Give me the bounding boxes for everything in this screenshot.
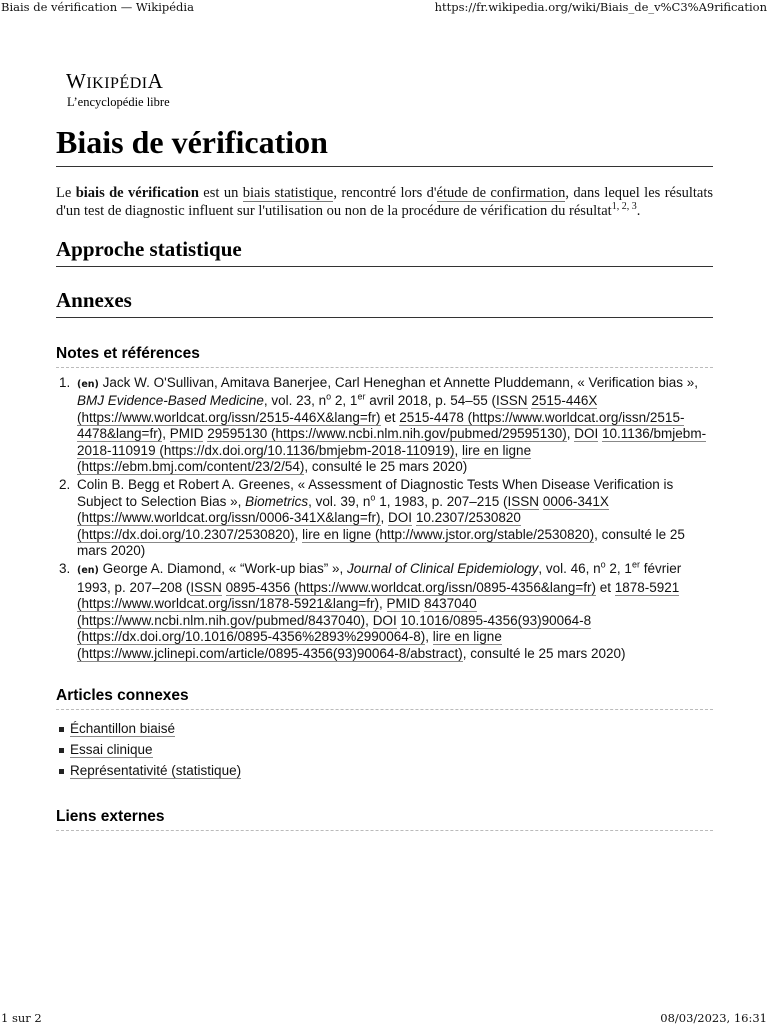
issn-link[interactable]: 2515-4478 (https://www.worldcat.org/issn/2515-4478&lang=fr) (77, 409, 685, 442)
doi-link[interactable]: 10.1136/bmjebm-2018-110919 (https://dx.doi.org/10.1136/bmjebm-2018-110919) (77, 426, 707, 458)
doi-link[interactable]: 10.2307/2530820 (https://dx.doi.org/10.2307/2530820) (77, 510, 521, 542)
wikipedia-logo[interactable] (66, 70, 170, 110)
issn-link[interactable]: 0895-4356 (https://www.worldcat.org/issn/0895-4356&lang=fr) (225, 579, 596, 595)
article-content (56, 118, 713, 831)
link-representativite[interactable]: Représentativité (statistique) (70, 762, 242, 778)
online-link[interactable]: lire en ligne (http://www.jstor.org/stable/2530820) (302, 526, 595, 542)
print-url: https://fr.wikipedia.org/wiki/Biais_de_v%C3%A9rification (434, 0, 767, 14)
page-title: Biais de vérification (56, 118, 713, 167)
heading-liens-externes: Liens externes (56, 807, 713, 831)
issn-link[interactable]: 2515-446X (https://www.worldcat.org/issn/2515-446X&lang=fr) (77, 393, 598, 425)
pmid-link[interactable]: 29595130 (https://www.ncbi.nlm.nih.gov/pubmed/29595130) (207, 426, 567, 442)
journal-title: BMJ Evidence-Based Medicine (77, 393, 264, 409)
reference-item-3: 3. (en) George A. Diamond, « “Work-up bias” », Journal of Clinical Epidemiology, vol. 46, $n^o$ 2, 1er février 1993, p. 207–208 (ISSN 0895-4356 (https://www.worldcat.org/issn/0895-4356&lang=fr) et 1878-5921 (https://www.worldcat.org/issn/1878-5921&lang=fr), PMID 8437040 (https://www.ncbi.nlm.nih.gov/pubmed/8437040), DOI 10.1016/0895-4356(93)90064-8 (https://dx.doi.org/10.1016/0895-4356%2893%2990064-8), lire en ligne (https://www.jclinepi.com/article/0895-4356(93)90064-8/abstract), consulté le 25 mars 2020) (59, 559, 682, 661)
lang-badge: (en) (77, 379, 99, 390)
articles-connexes-list (56, 718, 713, 781)
wikipedia-tagline: L’encyclopédie libre (67, 95, 170, 109)
list-item (56, 760, 713, 781)
pmid-link[interactable]: PMID (169, 426, 204, 442)
issn-link[interactable]: ISSN (507, 493, 540, 509)
lead-citations[interactable]: 1, 2, 3 (611, 201, 637, 213)
list-item (56, 739, 713, 760)
print-header (0, 0, 768, 16)
online-link[interactable]: lire en ligne (https://ebm.bmj.com/content/23/2/54) (77, 442, 532, 475)
references-list (56, 375, 713, 662)
lang-badge: (en) (77, 565, 99, 577)
journal-title: Journal of Clinical Epidemiology (347, 561, 539, 577)
issn-link[interactable]: 0006-341X (https://www.worldcat.org/issn/0006-341X&lang=fr) (77, 493, 609, 526)
wikipedia-wordmark: WIKIPÉDIA (66, 69, 164, 93)
lead-bold-term: biais de vérification (75, 185, 199, 201)
print-page-title: Biais de vérification — Wikipédia (1, 0, 194, 14)
heading-articles-connexes: Articles connexes (56, 686, 713, 710)
lead-paragraph: Le biais de vérification est un biais statistique, rencontré lors d'étude de confirmation, dans lequel les résultats d'un test de diagnostic influent sur l'utilisation ou non de la procédure de vérification du résultat$^{1, 2, 3}$. (56, 185, 714, 219)
reference-item-2: 2. Colin B. Begg et Robert A. Greenes, « Assessment of Diagnostic Tests When Disease Verification is Subject to Selection Bias », Biometrics, vol. 39, $n^o$ 1, 1983, p. 207–215 (ISSN 0006-341X (https://www.worldcat.org/issn/0006-341X&lang=fr), DOI 10.2307/2530820 (https://dx.doi.org/10.2307/2530820), lire en ligne (http://www.jstor.org/stable/2530820), consulté le 25 mars 2020) (59, 477, 685, 559)
online-link[interactable]: lire en ligne (https://www.jclinepi.com/article/0895-4356(93)90064-8/abstract) (77, 629, 502, 661)
doi-link[interactable]: DOI (372, 612, 397, 628)
link-echantillon-biaise[interactable]: Échantillon biaisé (70, 720, 176, 736)
doi-link[interactable]: 10.1016/0895-4356(93)90064-8 (https://dx.doi.org/10.1016/0895-4356%2893%2990064-8) (77, 612, 592, 645)
heading-annexes: Annexes (56, 287, 713, 318)
doi-link[interactable]: DOI (574, 426, 599, 442)
link-biais-statistique[interactable]: biais statistique (242, 185, 334, 201)
list-item (56, 718, 713, 739)
print-footer (0, 1008, 768, 1024)
doi-link[interactable]: DOI (388, 510, 413, 526)
heading-notes-et-references: Notes et références (56, 344, 713, 368)
journal-title: Biometrics (245, 493, 309, 509)
print-page-number: 1 sur 2 (1, 1011, 42, 1025)
reference-item-1: 1. (en) Jack W. O'Sullivan, Amitava Banerjee, Carl Heneghan et Annette Pluddemann, « Verification bias », BMJ Evidence-Based Medicine, vol. 23, $n^o$ 2, 1er avril 2018, p. 54–55 (ISSN 2515-446X (https://www.worldcat.org/issn/2515-446X&lang=fr) et 2515-4478 (https://www.worldcat.org/issn/2515-4478&lang=fr), PMID 29595130 (https://www.ncbi.nlm.nih.gov/pubmed/29595130), DOI 10.1136/bmjebm-2018-110919 (https://dx.doi.org/10.1136/bmjebm-2018-110919), lire en ligne (https://ebm.bmj.com/content/23/2/54), consulté le 25 mars 2020) (59, 375, 707, 475)
link-etude-de-confirmation[interactable]: étude de confirmation (436, 185, 566, 201)
pmid-link[interactable]: PMID (386, 596, 421, 612)
pmid-link[interactable]: 8437040 (https://www.ncbi.nlm.nih.gov/pubmed/8437040) (77, 596, 477, 628)
print-datetime: 08/03/2023, 16:31 (660, 1011, 767, 1025)
issn-link[interactable]: ISSN (190, 579, 222, 595)
heading-approche-statistique: Approche statistique (56, 236, 713, 267)
issn-link[interactable]: 1878-5921 (https://www.worldcat.org/issn/1878-5921&lang=fr) (77, 579, 680, 612)
link-essai-clinique[interactable]: Essai clinique (70, 741, 153, 757)
issn-link[interactable]: ISSN (496, 393, 528, 409)
